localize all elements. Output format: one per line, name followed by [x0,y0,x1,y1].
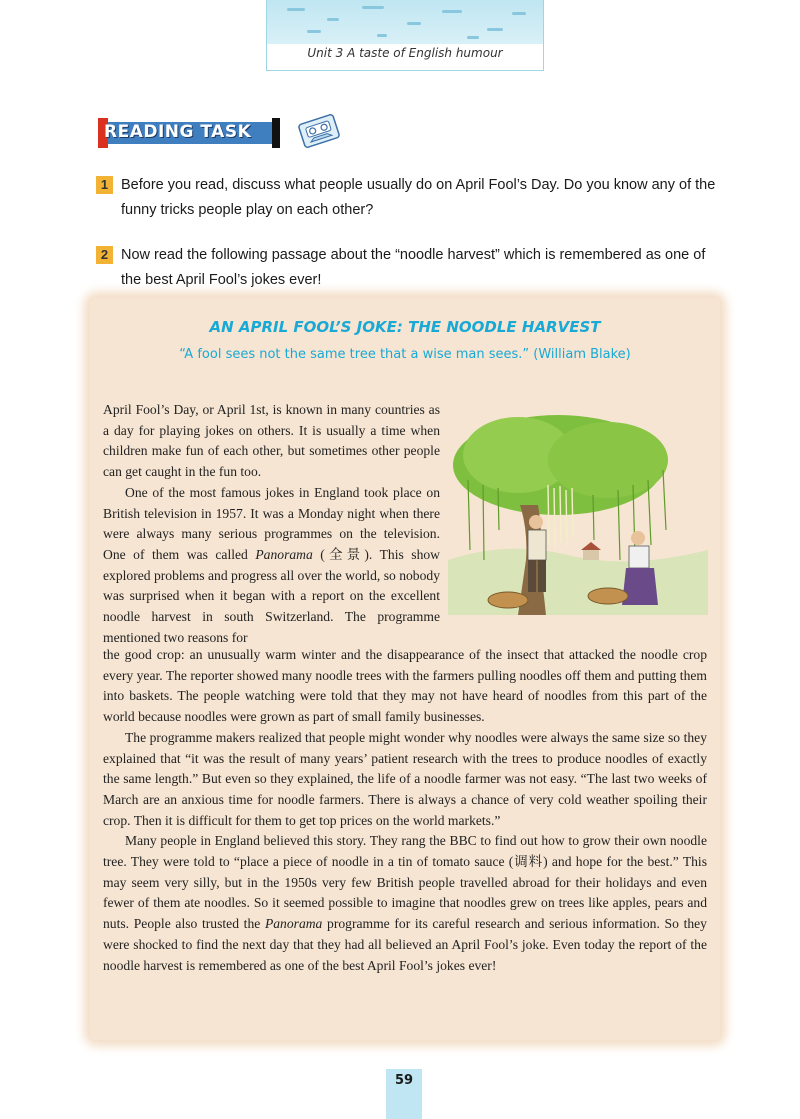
passage-title: AN APRIL FOOL’S JOKE: THE NOODLE HARVEST [209,318,601,336]
reading-task-banner [98,118,278,148]
unit-header [266,0,544,71]
programme-name: Panorama [264,916,323,932]
header-sky-decoration [267,0,543,44]
task-1 [96,173,726,223]
passage-full-column [103,645,707,976]
task-2 [96,243,726,293]
passage-paragraph-2-continued: the good crop: an unusually warm winter and the disappearance of the insect that attacked the noodle crop every year. The reporter showed many noodle trees with the farmers pulling noodles off them and putting them into baskets. The people watching were told that they may not have heard of noodles from this part of the world because noodles were grown as part of small family businesses. [103,647,707,725]
reading-task-label: READING TASK [104,122,252,142]
passage-paragraph-4: Many people in England believed this story. They rang the BBC to find out how to grow their own noodle tree. They were told to “place a piece of noodle in a tin of tomato sauce (调料) and hope for the best.” This may seem very silly, but in the 1950s very few British people travelled abroad for their holidays and even fewer of them ate noodles. So it seemed possible to imagine that noodles grew on trees like apples, pears and nuts. People also trusted the Panorama programme for its careful research and serious information. So they were shocked to find the next day that they had all believed an April Fool’s joke. Even today the report of the noodle harvest is remembered as one of the best April Fool’s jokes ever! [103,833,707,973]
passage-quote: “A fool sees not the same tree that a wise man sees.” (William Blake) [179,347,631,362]
unit-title: Unit 3 A taste of English humour [307,46,503,60]
passage-paragraph-2: One of the most famous jokes in England took place on British television in 1957. It was a Monday night when there were always many serious programmes on the television. One of them was called Panorama (全景). This show explored problems and progress all over the world, so nobody was surprised when it began with a report on the excellent noodle harvest in south Switzerland. The programme mentioned two reasons for [103,484,440,645]
page-number: 59 [394,1073,414,1088]
passage-left-column [103,400,440,648]
page-number-tab [386,1069,422,1119]
passage-paragraph-3: The programme makers realized that people might wonder why noodles were always the same size so they explained that “it was the result of many years’ patient research with the trees to produce noodles of exactly the same length.” But even so they explained, the life of a noodle farmer was not easy. “The last two weeks of March are an anxious time for noodle farmers. There is always a chance of very cold weather spoiling their crop. Then it is difficult for them to get top prices on the world markets.” [103,729,707,828]
task-text: Before you read, discuss what people usually do on April Fool’s Day. Do you know any of the funny tricks people play on each other? [121,177,716,218]
cassette-icon [297,113,341,149]
programme-name: Panorama [255,546,313,562]
passage-paragraph-1: April Fool’s Day, or April 1st, is known in many countries as a day for playing jokes on others. It is usually a time when children make fun of each other, but sometimes other people can get caught in the fun too. [103,402,440,480]
task-number-badge: 2 [96,246,113,264]
task-number-badge: 1 [96,176,113,194]
noodle-tree-illustration [448,410,708,615]
task-text: Now read the following passage about the “noodle harvest” which is remembered as one of the best April Fool’s jokes ever! [121,247,706,288]
